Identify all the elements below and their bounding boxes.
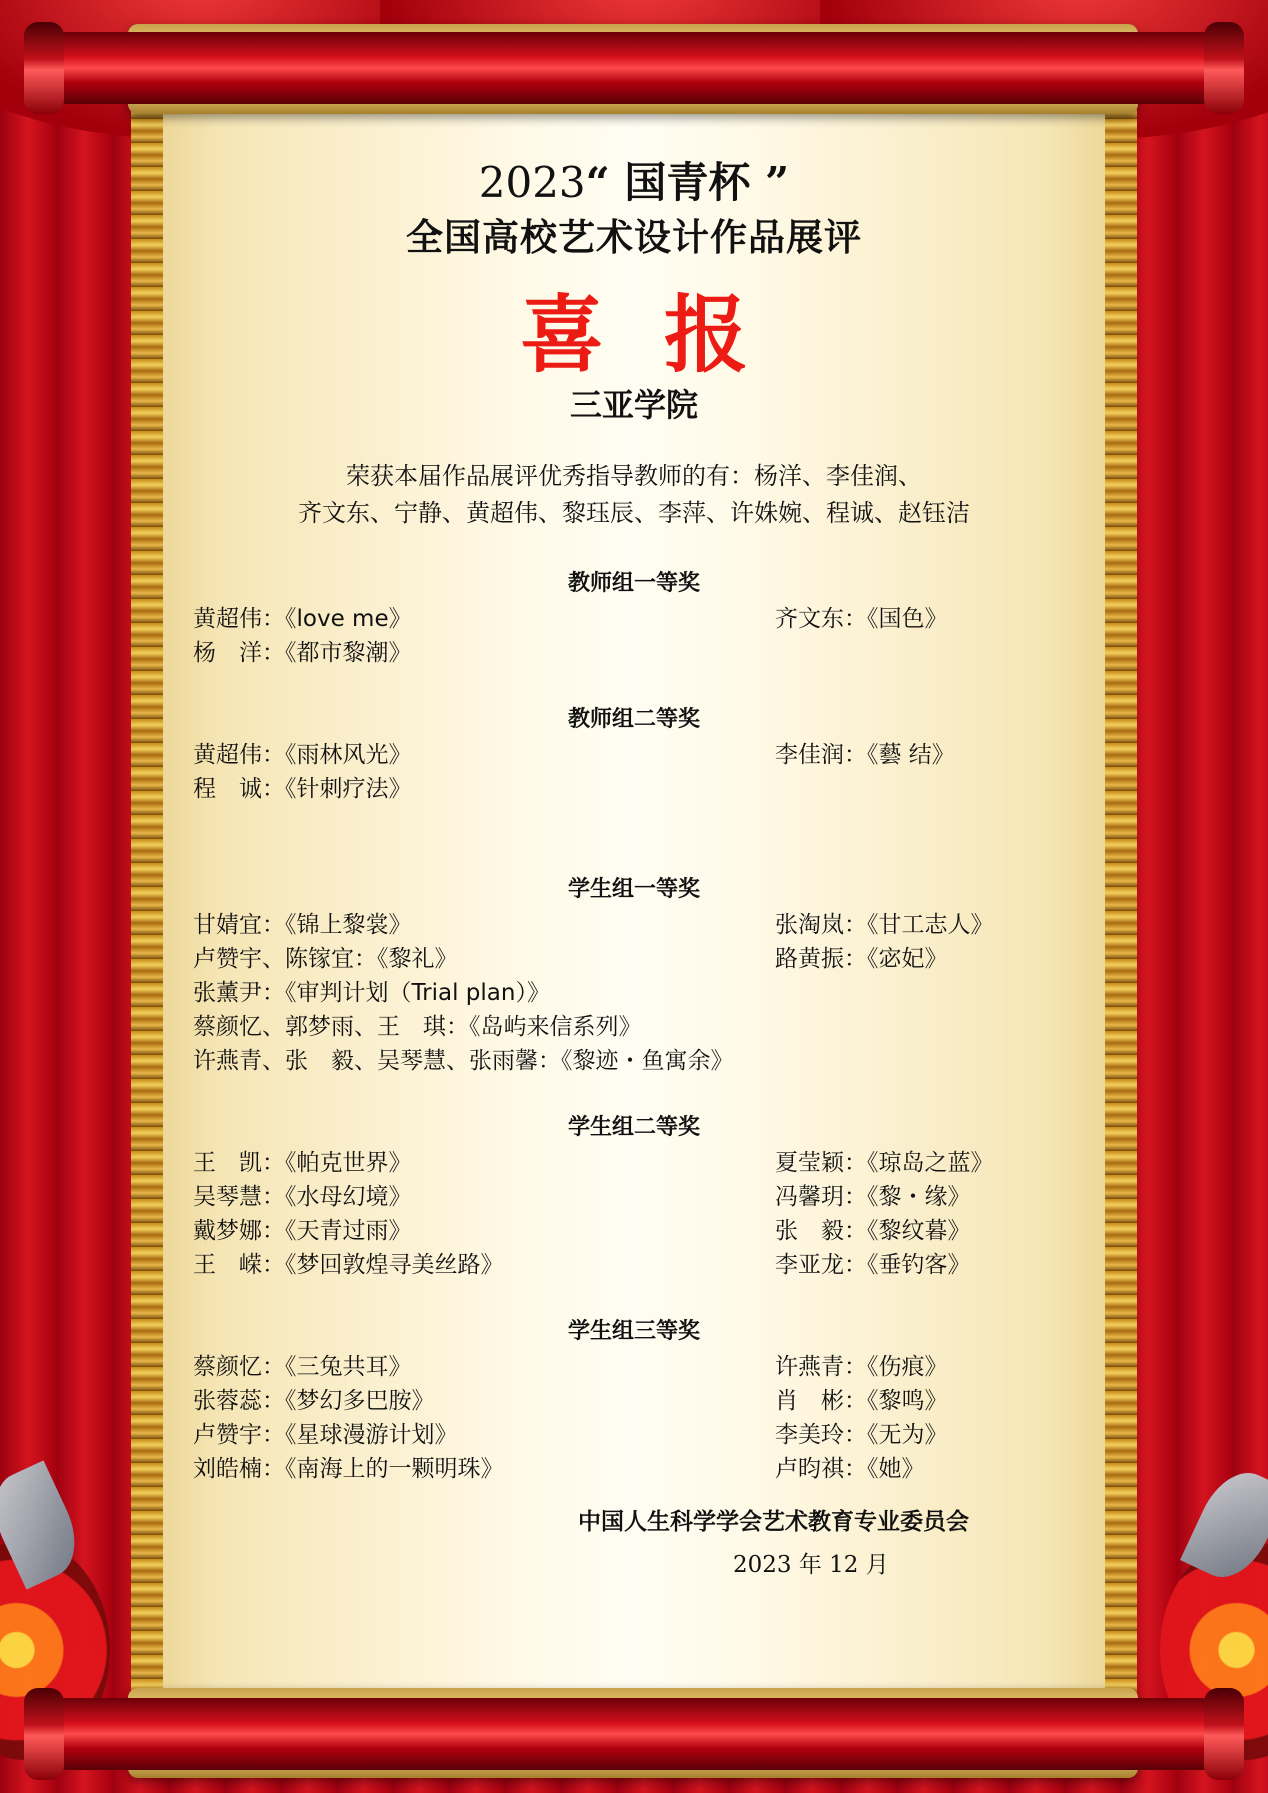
award-entry-right: 李美玲：《无为》 xyxy=(775,1422,948,1448)
award-entry-left: 程 诚：《针刺疗法》 xyxy=(193,776,412,802)
event-year: 2023 xyxy=(478,158,586,207)
award-entry-left: 戴梦娜：《天青过雨》 xyxy=(193,1218,412,1244)
intro-line-1: 荣获本届作品展评优秀指导教师的有：杨洋、李佳润、 xyxy=(346,462,922,490)
award-entry-left: 杨 洋：《都市黎潮》 xyxy=(193,640,412,666)
issuing-organization: 中国人生科学学会艺术教育专业委员会 xyxy=(578,1509,969,1535)
award-section-heading: 学生组一等奖 xyxy=(567,877,700,902)
award-entry-left: 王 凯：《帕克世界》 xyxy=(193,1150,412,1176)
event-title-line1 xyxy=(0,150,1268,210)
good-news-banner: 喜报 xyxy=(519,286,808,384)
award-entry-right: 路黄振：《宓妃》 xyxy=(775,946,948,972)
award-section-heading: 教师组二等奖 xyxy=(567,707,700,732)
award-entry-left: 张蓉蕊：《梦幻多巴胺》 xyxy=(193,1388,435,1414)
award-entry-left: 甘婧宜：《锦上黎裳》 xyxy=(193,912,412,938)
award-entry-left: 卢赞宇、陈镓宜：《黎礼》 xyxy=(193,946,458,972)
award-entry-left: 蔡颜忆、郭梦雨、王 琪：《岛屿来信系列》 xyxy=(193,1014,642,1040)
award-entry-right: 夏莹颖：《琼岛之蓝》 xyxy=(775,1150,994,1176)
award-entry-right: 李佳润：《藝 结》 xyxy=(775,742,955,768)
award-entry-left: 刘皓楠：《南海上的一颗明珠》 xyxy=(193,1456,504,1482)
award-entry-left: 吴琴慧：《水母幻境》 xyxy=(193,1184,412,1210)
award-entry-right: 李亚龙：《垂钓客》 xyxy=(775,1252,971,1278)
award-entry-left: 蔡颜忆：《三兔共耳》 xyxy=(193,1354,412,1380)
award-entry-left: 黄超伟：《雨林风光》 xyxy=(193,742,412,768)
award-entry-left: 黄超伟：《love me》 xyxy=(193,606,412,632)
teacher-award-intro xyxy=(0,458,1268,532)
award-entry-right: 张 毅：《黎纹暮》 xyxy=(775,1218,971,1244)
award-entry-right: 卢昀祺：《她》 xyxy=(775,1456,925,1482)
award-section-heading: 学生组二等奖 xyxy=(567,1115,700,1140)
award-entry-left: 卢赞宇：《星球漫游计划》 xyxy=(193,1422,458,1448)
award-section-heading: 教师组一等奖 xyxy=(567,571,700,596)
award-entry-left: 许燕青、张 毅、吴琴慧、张雨馨：《黎迹・鱼寓余》 xyxy=(193,1048,734,1074)
award-entry-left: 王 嵘：《梦回敦煌寻美丝路》 xyxy=(193,1252,504,1278)
award-entry-right: 冯馨玥：《黎・缘》 xyxy=(775,1184,971,1210)
award-entry-right: 齐文东：《国色》 xyxy=(775,606,948,632)
award-entry-right: 张淘岚：《甘工志人》 xyxy=(775,912,994,938)
event-cup-name: “ 国青杯 ” xyxy=(585,158,790,207)
event-title-line2: 全国高校艺术设计作品展评 xyxy=(406,216,862,259)
award-section-heading: 学生组三等奖 xyxy=(567,1319,700,1344)
award-entry-right: 肖 彬：《黎鸣》 xyxy=(775,1388,948,1414)
award-entry-right: 许燕青：《伤痕》 xyxy=(775,1354,948,1380)
issue-date: 2023 年 12 月 xyxy=(733,1552,889,1578)
school-name: 三亚学院 xyxy=(569,386,698,424)
award-entry-left: 张薰尹：《审判计划（Trial plan）》 xyxy=(193,980,550,1006)
intro-line-2: 齐文东、宁静、黄超伟、黎珏辰、李萍、许姝婉、程诚、赵钰洁 xyxy=(298,499,970,527)
